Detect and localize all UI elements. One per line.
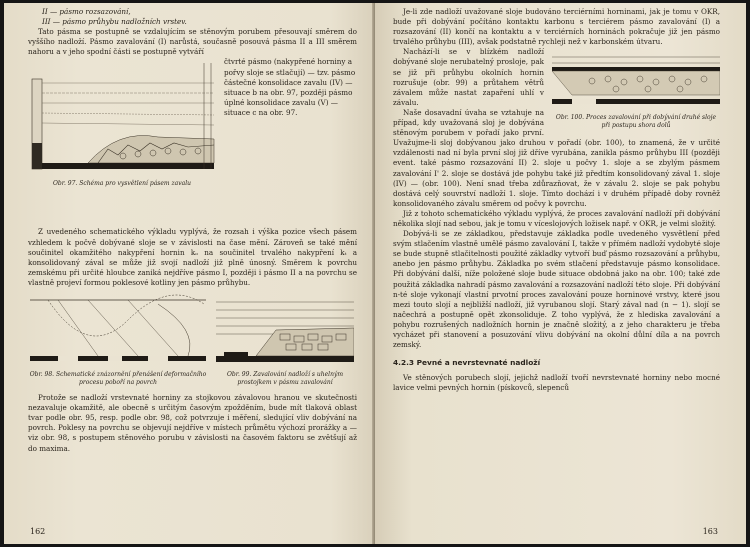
right-paragraph-5: Dobývá-li se ze základkou, představuje základka podle uvedeného vysvětlení před svým stlačením vlastně umělé pásmo zavalování I, takže v přímém nadloží vydobyté sloje se bude stupně stlačitelnosti použité základky vytvoří buď pásmo rozsazování a průhybu, anebo jen pásmo průhybu. Základka po svém stlačení představuje pásmo konsolidace. Při dobývání další, níže položené sloje bude situace obdobná jako na obr. 100; také zde použitá základka nahradí pásmo zavalování a rozsazování nadloží této sloje. Při dobývání n-té sloje vykonají vlastní prvotní proces zavalování pouze horninové vrstvy, které jsou mezi touto slojí a nejbližší nadloží, již vyrubanou slojí. Starý zával nad (n − 1). slojí se načechrá a postupně opět zkonsoliduje. Z toho vyplývá, že z hlediska zavalování a pohybu rozrušených nadložních hornin je značně složitý, a z jeho charakteru je třeba vycházet při stanovení a posuzování vlivu dobývání na okolní důlní díla a na povrch zemský. xyxy=(393,229,720,350)
intro-line-1: II — pásmo rozsazování, xyxy=(42,7,131,16)
figure-98 xyxy=(28,290,208,387)
left-paragraph-3: Protože se nadloží vrstevnaté horniny za stojkovou závalovou hranou ve skutečnosti nezavaluje okamžitě, ale obecně s určitým časovým zpožděním, bude mít tlaková oblast tvar podle obr. 95, resp. podle obr. 98, což potvrzuje i měření, sledující vliv dobývání na povrch. Poklesy na povrchu se objevují nejdříve v místech průmětu výchozí prorážky a — viz obr. 98, s postupem stěnového porubu v závislosti na časovém faktoru se zvětšují až do maxima. xyxy=(28,393,357,453)
figure-97 xyxy=(28,59,216,188)
page-number-left: 162 xyxy=(30,527,46,536)
book-spread xyxy=(4,3,746,544)
wrapped-text-column xyxy=(224,57,357,118)
page-number-right: 163 xyxy=(702,527,718,536)
right-paragraph-3: Naše dosavadní úvaha se vztahuje na případ, kdy uvažovaná sloj je dobývána stěnovým porubem v pořadí jako první. Uvažujme-li sloj dobývanou jako druhou v pořadí (obr. 100), to znamená, že v určité vzdálenosti nad ní byla první sloj již dříve vyrubána, zanikla pásmo průhybu III (později event. také pásmo rozsazování II) 2. sloje u počvy 1. sloje a se zbylým pásmem zavalování I' 2. sloje se dostává jde pohybu také již předtím konsolidovaný zával 1. sloje (IV) — (obr. 100). Není snad třeba zdůrazňovat, že v závalu 2. sloje se pak pohybu dostává celý souvrství nadloží 1. sloje. Tímto dochází i v druhém případě doby rovněž konsolidovaného závalu směrem od počvy k povrchu. xyxy=(393,107,720,208)
left-page xyxy=(4,3,375,544)
figure-100-caption: Obr. 100. Proces zavalování při dobývání druhé sloje při postupu shora dolů xyxy=(555,114,717,130)
fig97-block xyxy=(28,57,357,227)
figure-97-caption: Obr. 97. Schéma pro vysvětlení pásem zavalu xyxy=(52,180,192,188)
right-paragraph-1: Je-li zde nadloží uvažované sloje budováno terciérními horninami, jak je tomu v OKR, bude při dobývání počítáno kontaktu karbonu s terciérem pásmo zavalování (I) a rozsazování (II) končí na kontaktu a v terciérních horninách pokračuje již jen pásmo trvalého průhybu (III), avšak podstatně rychleji než v karbonském útvaru. xyxy=(393,7,720,47)
left-paragraph-2: Z uvedeného schematického výkladu vyplývá, že rozsah i výška pozice všech pásem vzhledem k počvě dobývané sloje se v závislosti na čase mění. Zároveň se také mění součinitel okamžitého nakypření hornin kₒ na součinitel trvalého nakypření kₜ a konsolidovaný zával se může již svojí nadloží již plně únosný. Směrem k povrchu zemskému při určité hloubce zaniká nejdříve pásmo I, později i pásmo II a na povrchu se vlastně projeví formou poklesové kotliny jen pásmo průhybu. xyxy=(28,227,357,287)
right-paragraph-4: Již z tohoto schematického výkladu vyplývá, že proces zavalování nadloží při dobývání několika slojí nad sebou, jak je tomu v víceslojových ložisek např. v OKR, je velmi složitý. xyxy=(393,208,720,228)
intro-line-2: III — pásmo průhybu nadložních vrstev. xyxy=(42,17,187,27)
right-paragraph-6: Ve stěnových porubech slojí, jejichž nadloží tvoří nevrstevnaté horniny nebo mocné lavice velmi pevných hornin (pískovců, slepenců xyxy=(393,373,720,393)
figure-100-drawing xyxy=(552,51,720,113)
figure-98-caption: Obr. 98. Schematické znázornění přenášení deformačního procesu poboří na povrch xyxy=(29,371,207,387)
left-paragraph-1-continued: čtvrté pásmo (nakypřené horniny a pořvy sloje se stlačují) — tzv. pásmo částečné konsolidace zavalu (IV) — situace b na obr. 97, později pásmo úplné konsolidace zavalu (V) — situace c na obr. 97. xyxy=(224,57,356,117)
left-paragraph-1: Tato pásma se postupně se vzdalujícím se stěnovým porubem přesouvají směrem do vyššího nadloží. Pásmo zavalování (I) narůstá, současně posouvá pásma II a III směrem nahoru a v jeho spodní části se postupně vytváří xyxy=(28,27,357,57)
figure-100 xyxy=(552,51,720,130)
section-heading: 4.2.3 Pevné a nevrstevnaté nadloží xyxy=(393,358,541,368)
figure-99 xyxy=(216,290,354,387)
figure-97-drawing xyxy=(28,59,216,179)
figure-99-caption: Obr. 99. Zavalování nadloží s uhelným prostojkem v pásmu zavalování xyxy=(226,371,344,387)
right-paragraph-2: Nachází-li se v blízkém nadloží dobývané sloje nerubatelný prosloje, pak se již při průhybu okolních hornin rozrušuje (obr. 99) a průtahem větrů závalem může nastat zapaření uhlí v závalu. xyxy=(393,47,544,107)
right-page xyxy=(375,3,746,544)
figure-99-drawing xyxy=(216,290,354,370)
figure-row-98-99 xyxy=(28,290,357,387)
figure-98-drawing xyxy=(28,290,208,370)
